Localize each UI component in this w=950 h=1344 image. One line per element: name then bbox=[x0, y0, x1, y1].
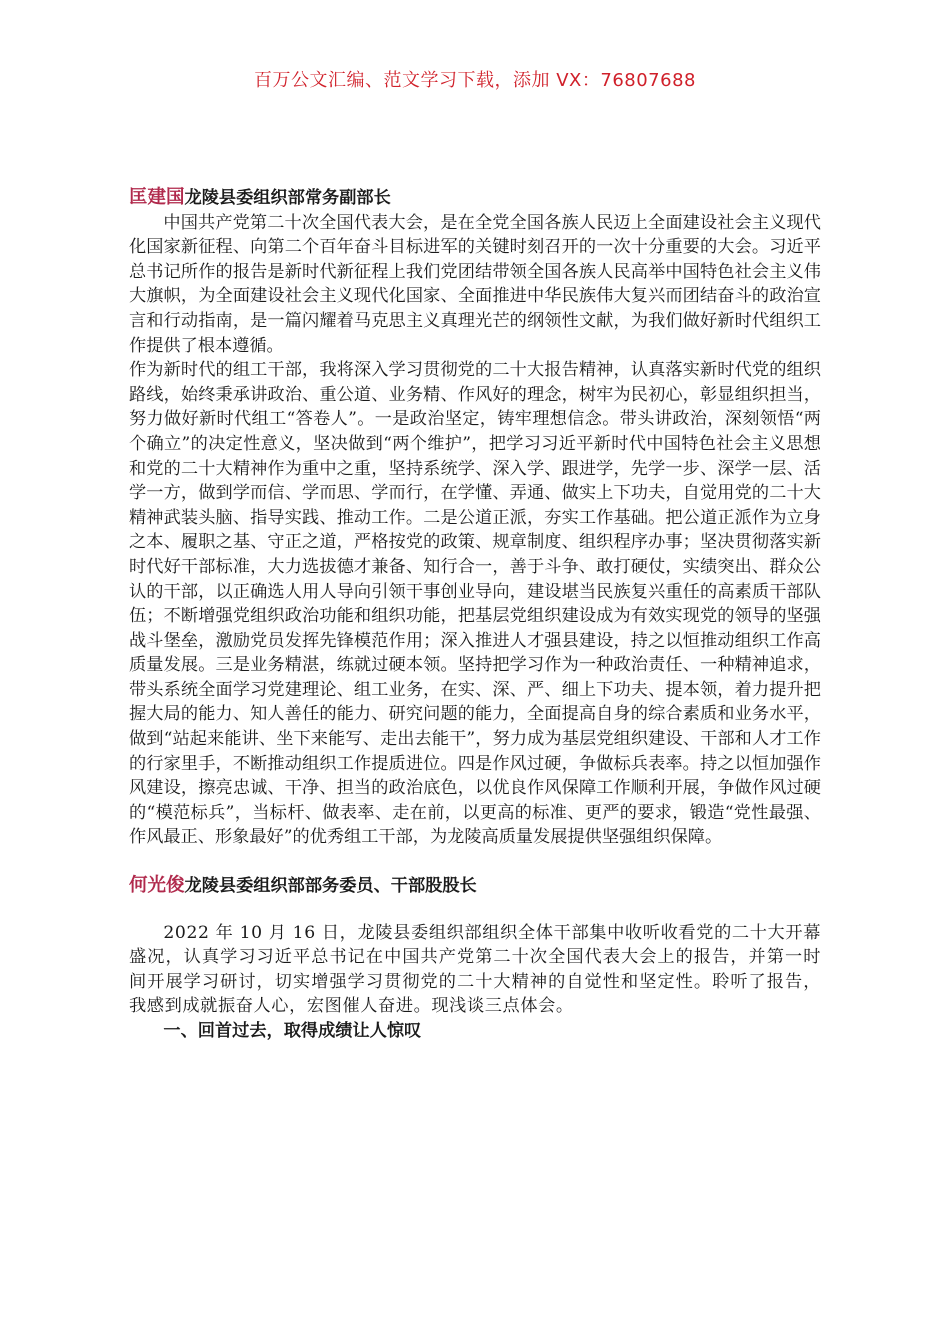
header-banner: 百万公文汇编、范文学习下载，添加 VX：76807688 bbox=[254, 70, 696, 91]
section-spacer bbox=[129, 850, 821, 874]
section1-paragraph-1: 中国共产党第二十次全国代表大会，是在全党全国各族人民迈上全面建设社会主义现代化国家新征程、向第二个百年奋斗目标进军的关键时刻召开的一次十分重要的大会。习近平总书记所作的报告是新时代新征程上我们党团结带领全国各族人民高举中国特色社会主义伟大旗帜，为全面建设社会主义现代化国家、全面推进中华民族伟大复兴而团结奋斗的政治宣言和行动指南，是一篇闪耀着马克思主义真理光芒的纲领性文献，为我们做好新时代组织工作提供了根本遵循。 bbox=[129, 212, 821, 356]
section1-paragraph-2: 作为新时代的组工干部，我将深入学习贯彻党的二十大报告精神，认真落实新时代党的组织路线，始终秉承讲政治、重公道、业务精、作风好的理念，树牢为民初心，彰显组织担当，努力做好新时代组工“答卷人”。一是政治坚定，铸牢理想信念。带头讲政治，深刻领悟“两个确立”的决定性意义，坚决做到“两个维护”，把学习习近平新时代中国特色社会主义思想和党的二十大精神作为重中之重，坚持系统学、深入学、跟进学，先学一步、深学一层、活学一方，做到学而信、学而思、学而行，在学懂、弄通、做实上下功夫，自觉用党的二十大精神武装头脑、指导实践、推动工作。二是公道正派，夯实工作基础。把公道正派作为立身之本、履职之基、守正之道，严格按党的政策、规章制度、组织程序办事；坚决贯彻落实新时代好干部标准，大力选拔德才兼备、知行合一，善于斗争、敢打硬仗，实绩突出、群众公认的干部，以正确选人用人导向引领干事创业导向，建设堪当民族复兴重任的高素质干部队伍；不断增强党组织政治功能和组织功能，把基层党组织建设成为有效实现党的领导的坚强战斗堡垒，激励党员发挥先锋模范作用；深入推进人才强县建设，持之以恒推动组织工作高质量发展。三是业务精湛，练就过硬本领。坚持把学习作为一种政治责任、一种精神追求，带头系统全面学习党建理论、组工业务，在实、深、严、细上下功夫、提本领，着力提升把握大局的能力、知人善任的能力、研究问题的能力，全面提高自身的综合素质和业务水平，做到“站起来能讲、坐下来能写、走出去能干”，努力成为基层党组织建设、干部和人才工作的行家里手，不断推动组织工作提质进位。四是作风过硬，争做标兵表率。持之以恒加强作风建设，擦亮忠诚、干净、担当的政治底色，以优良作风保障工作顺利开展，争做作风过硬的“模范标兵”，当标杆、做表率、走在前，以更高的标准、更严的要求，锻造“党性最强、作风最正、形象最好”的优秀组工干部，为龙陵高质量发展提供坚强组织保障。 bbox=[129, 360, 821, 848]
heading-spacer bbox=[129, 899, 821, 921]
section1-role: 龙陵县委组织部常务副部长 bbox=[184, 188, 391, 208]
document-body bbox=[129, 186, 821, 1044]
section1-name: 匡建国 bbox=[129, 187, 185, 208]
section2-heading bbox=[129, 874, 821, 899]
section2-subheading: 一、回首过去，取得成绩让人惊叹 bbox=[163, 1021, 422, 1041]
section2-role: 龙陵县委组织部部务委员、干部股股长 bbox=[184, 876, 477, 897]
section1-heading bbox=[129, 186, 821, 211]
section2-paragraph-1: 2022 年 10 月 16 日，龙陵县委组织部组织全体干部集中收听收看党的二十大开幕盛况，认真学习习近平总书记在中国共产党第二十次全国代表大会上的报告，并第一时间开展学习研讨，切实增强学习贯彻党的二十大精神的自觉性和坚定性。聆听了报告，我感到成就振奋人心，宏图催人奋进。现浅谈三点体会。 bbox=[129, 922, 821, 1017]
section2-name: 何光俊 bbox=[129, 875, 185, 897]
